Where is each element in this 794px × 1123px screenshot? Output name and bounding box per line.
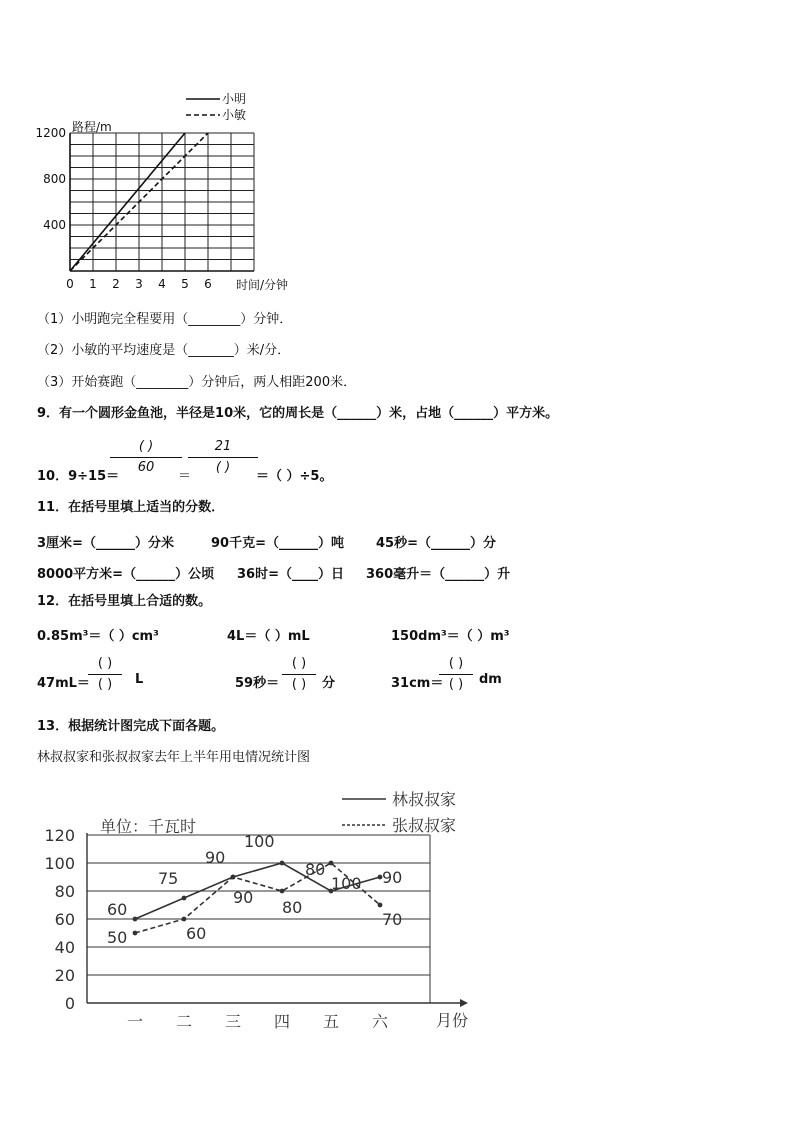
chart2-data-point <box>280 889 285 894</box>
q12-c-numerator: ( ) <box>448 656 464 671</box>
q11-row2-col3: 360毫升＝（______）升 <box>366 567 511 582</box>
chart2-data-point <box>182 917 187 922</box>
chart1-legend-label: 小敏 <box>222 108 247 122</box>
chart2-y-tick-label: 100 <box>44 854 75 873</box>
chart2-grid <box>87 835 430 1003</box>
chart2-data-point <box>329 861 334 866</box>
chart2-y-tick-label: 20 <box>54 966 75 985</box>
q12-row1-col2: 4L＝（ ）mL <box>227 629 310 644</box>
q12-a-fraction <box>88 655 122 694</box>
q12-a-tail: L <box>135 672 144 687</box>
chart2-y-tick-label: 0 <box>64 994 75 1013</box>
chart1-y-tick-label: 400 <box>43 218 66 232</box>
race-distance-chart <box>30 85 330 295</box>
q12-a-denominator: ( ) <box>97 677 113 692</box>
q13-stem: 13．根据统计图完成下面各题。 <box>37 719 225 734</box>
q11-row2-col1: 8000平方米=（______）公顷 <box>37 567 215 582</box>
chart2-x-tick-label: 一 <box>126 1012 144 1031</box>
chart2-data-label: 90 <box>233 888 254 907</box>
chart1-x-tick-label: 2 <box>112 277 120 291</box>
q12-b-lead: 59秒＝ <box>235 676 280 691</box>
chart1-x-tick-label: 1 <box>89 277 97 291</box>
chart1-legend <box>186 92 246 122</box>
chart2-data-label: 50 <box>107 928 128 947</box>
chart2-data-label: 100 <box>244 832 275 851</box>
q8-item-3: （3）开始赛跑（________）分钟后，两人相距200米． <box>37 375 357 390</box>
q12-c-lead: 31cm＝ <box>391 676 444 691</box>
chart1-y-tick-label: 800 <box>43 172 66 186</box>
chart1-legend-label: 小明 <box>222 92 247 106</box>
chart2-data-point <box>280 861 285 866</box>
chart2-unit-label: 单位：千瓦时 <box>100 817 197 836</box>
q11-row1-col3: 45秒=（______）分 <box>376 536 496 551</box>
chart2-data-point <box>182 896 187 901</box>
q10-fraction-2-numerator: 21 <box>214 439 232 454</box>
q10-fraction-2-denominator: ( ) <box>215 460 231 475</box>
chart2-data-label: 90 <box>205 848 226 867</box>
chart2-data-point <box>378 903 383 908</box>
chart2-x-tick-label: 四 <box>273 1012 291 1031</box>
chart2-data-label: 80 <box>305 860 326 879</box>
chart1-grid <box>70 133 254 271</box>
chart2-data-label: 100 <box>331 874 362 893</box>
q10-fraction-1-numerator: ( ) <box>138 439 154 454</box>
chart1-x-tick-label: 3 <box>135 277 143 291</box>
chart2-data-labels <box>107 832 402 947</box>
chart2-data-point <box>133 931 138 936</box>
electricity-chart-title: 林叔叔家和张叔叔家去年上半年用电情况统计图 <box>37 750 311 765</box>
chart2-legend-label: 张叔叔家 <box>392 816 457 835</box>
q12-c-tail: dm <box>479 672 502 687</box>
q10-fraction-1 <box>110 438 182 477</box>
q12-row1-col3: 150dm³＝（ ）m³ <box>391 629 510 644</box>
chart2-x-tick-label: 五 <box>322 1012 340 1031</box>
q11-row1-col2: 90千克=（______）吨 <box>211 536 344 551</box>
chart2-data-label: 60 <box>107 900 128 919</box>
q8-item-2: （2）小敏的平均速度是（_______）米/分． <box>37 343 291 358</box>
chart1-x-tick-label: 6 <box>204 277 212 291</box>
q10-lead: 10．9÷15＝ <box>37 469 120 484</box>
q11-row1-col1: 3厘米=（______）分米 <box>37 536 174 551</box>
chart1-x-tick-label: 0 <box>66 277 74 291</box>
q12-c-fraction <box>439 655 473 694</box>
q12-a-numerator: ( ) <box>97 656 113 671</box>
chart2-y-tick-label: 60 <box>54 910 75 929</box>
chart2-legend <box>342 790 456 835</box>
chart2-y-tick-label: 120 <box>44 826 75 845</box>
q12-row1-col1: 0.85m³＝（ ）cm³ <box>37 629 159 644</box>
q12-b-fraction <box>282 655 316 694</box>
q10-fraction-2 <box>188 438 258 477</box>
chart1-y-axis-label: 路程/m <box>72 120 112 134</box>
chart2-data-label: 70 <box>382 910 403 929</box>
q12-stem: 12．在括号里填上合适的数。 <box>37 594 212 609</box>
chart2-legend-label: 林叔叔家 <box>392 790 457 809</box>
chart2-x-axis-arrow <box>460 999 468 1007</box>
chart2-data-point <box>231 875 236 880</box>
q10-tail: ＝（ ）÷5。 <box>256 469 333 484</box>
chart2-y-tick-label: 80 <box>54 882 75 901</box>
q12-b-numerator: ( ) <box>291 656 307 671</box>
q10-equals-1: ＝ <box>178 469 192 484</box>
chart2-data-point <box>133 917 138 922</box>
chart2-x-tick-label: 三 <box>224 1012 242 1031</box>
q9-text: 9．有一个圆形金鱼池，半径是10米，它的周长是（______）米，占地（______）平方米。 <box>37 406 559 421</box>
chart1-x-tick-label: 5 <box>181 277 189 291</box>
q10-fraction-1-denominator: 60 <box>137 460 155 475</box>
chart2-x-tick-label: 二 <box>175 1012 193 1031</box>
q12-b-tail: 分 <box>322 676 336 691</box>
q11-row2-col2: 36时=（____）日 <box>237 567 344 582</box>
chart2-data-label: 90 <box>382 868 403 887</box>
chart2-data-label: 75 <box>158 869 179 888</box>
chart1-axes <box>35 126 254 291</box>
chart1-y-tick-label: 1200 <box>35 126 66 140</box>
q12-b-denominator: ( ) <box>291 677 307 692</box>
chart2-data-label: 60 <box>186 924 207 943</box>
chart2-x-tick-label: 六 <box>371 1012 389 1031</box>
q12-a-lead: 47mL＝ <box>37 676 90 691</box>
electricity-usage-chart <box>30 780 480 1040</box>
chart2-y-tick-label: 40 <box>54 938 75 957</box>
chart1-x-tick-label: 4 <box>158 277 166 291</box>
chart2-data-label: 80 <box>282 898 303 917</box>
q8-item-1: （1）小明跑完全程要用（________）分钟． <box>37 312 293 327</box>
q12-c-denominator: ( ) <box>448 677 464 692</box>
chart2-x-axis-label: 月份 <box>436 1011 469 1030</box>
q11-stem: 11．在括号里填上适当的分数． <box>37 500 225 515</box>
chart1-x-axis-label: 时间/分钟 <box>236 278 289 292</box>
